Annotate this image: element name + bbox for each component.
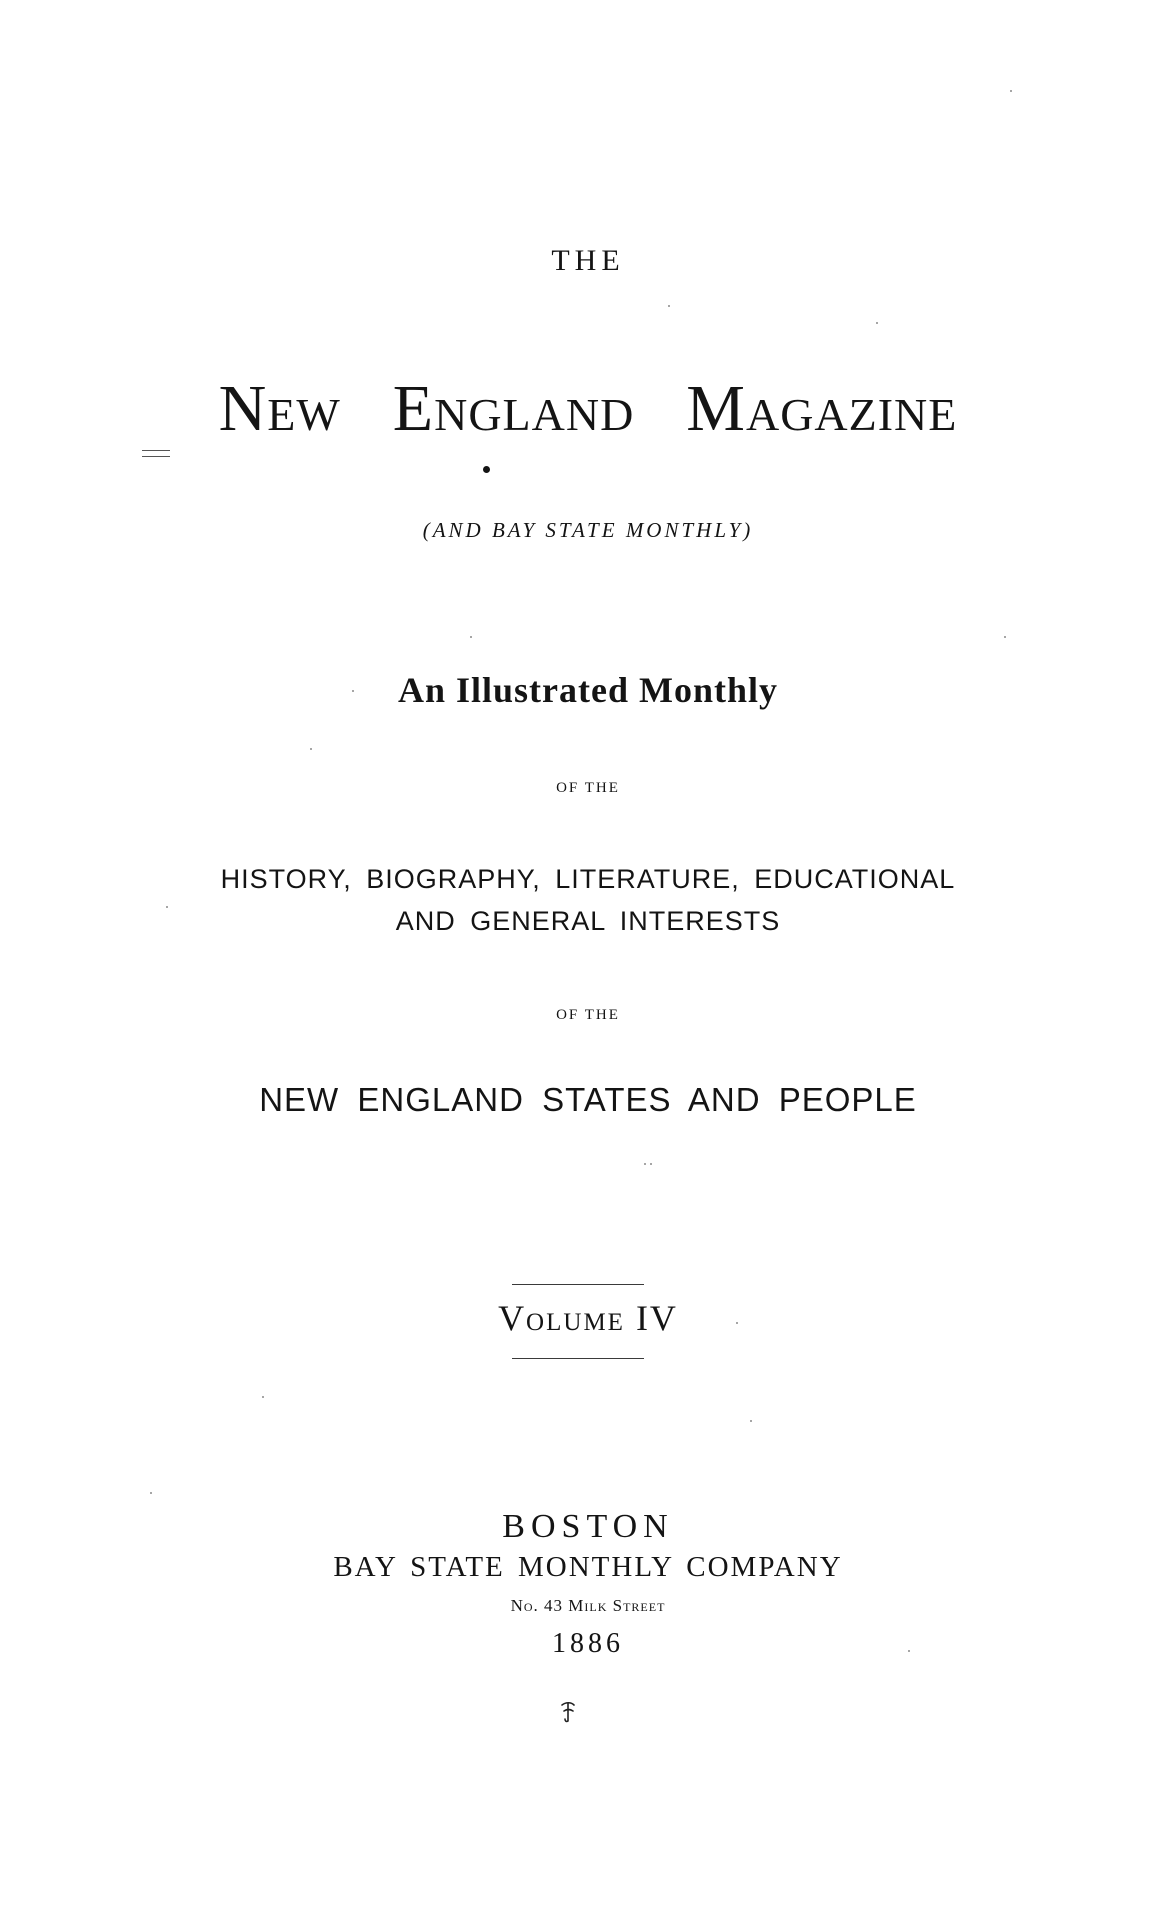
paper-speck bbox=[1010, 90, 1012, 92]
volume-label: Volume IV bbox=[498, 1298, 678, 1338]
title-dot bbox=[483, 466, 490, 473]
paper-speck bbox=[750, 1420, 752, 1422]
volume-rule-top bbox=[512, 1284, 644, 1285]
paper-speck bbox=[262, 1396, 264, 1398]
title-word-magazine: Magazine bbox=[686, 372, 958, 445]
magazine-subtitle: (AND BAY STATE MONTHLY) bbox=[422, 518, 754, 542]
paper-speck bbox=[470, 636, 472, 638]
paper-speck bbox=[166, 906, 168, 908]
paper-speck bbox=[736, 1322, 738, 1324]
paper-speck bbox=[668, 305, 670, 307]
paper-speck bbox=[352, 690, 354, 692]
paper-speck bbox=[1004, 636, 1006, 638]
title-article: THE bbox=[551, 244, 625, 277]
paper-speck bbox=[150, 1492, 152, 1494]
of-the-first: OF THE bbox=[556, 780, 620, 796]
imprint-address: No. 43 Milk Street bbox=[510, 1596, 666, 1615]
paper-speck bbox=[908, 1650, 910, 1652]
description-blackletter: An Illustrated Monthly bbox=[397, 670, 779, 710]
volume-rule-bottom bbox=[512, 1358, 644, 1359]
paper-speck bbox=[644, 1163, 646, 1165]
of-the-second: OF THE bbox=[556, 1007, 620, 1023]
title-word-new: New bbox=[218, 372, 341, 445]
title-word-england: England bbox=[392, 372, 635, 445]
paper-speck bbox=[876, 322, 878, 324]
paper-speck bbox=[650, 1163, 652, 1165]
magazine-title bbox=[0, 372, 1176, 445]
imprint-year: 1886 bbox=[552, 1628, 624, 1659]
subjects-line-1: HISTORY, BIOGRAPHY, LITERATURE, EDUCATIONAL bbox=[220, 864, 956, 894]
states-and-people: NEW ENGLAND STATES AND PEOPLE bbox=[259, 1081, 917, 1118]
imprint-city: BOSTON bbox=[502, 1508, 674, 1545]
subjects-line-2: AND GENERAL INTERESTS bbox=[395, 906, 781, 936]
imprint-publisher: BAY STATE MONTHLY COMPANY bbox=[333, 1551, 843, 1583]
print-mark bbox=[142, 450, 170, 457]
fleuron-icon bbox=[558, 1700, 578, 1724]
paper-speck bbox=[310, 748, 312, 750]
